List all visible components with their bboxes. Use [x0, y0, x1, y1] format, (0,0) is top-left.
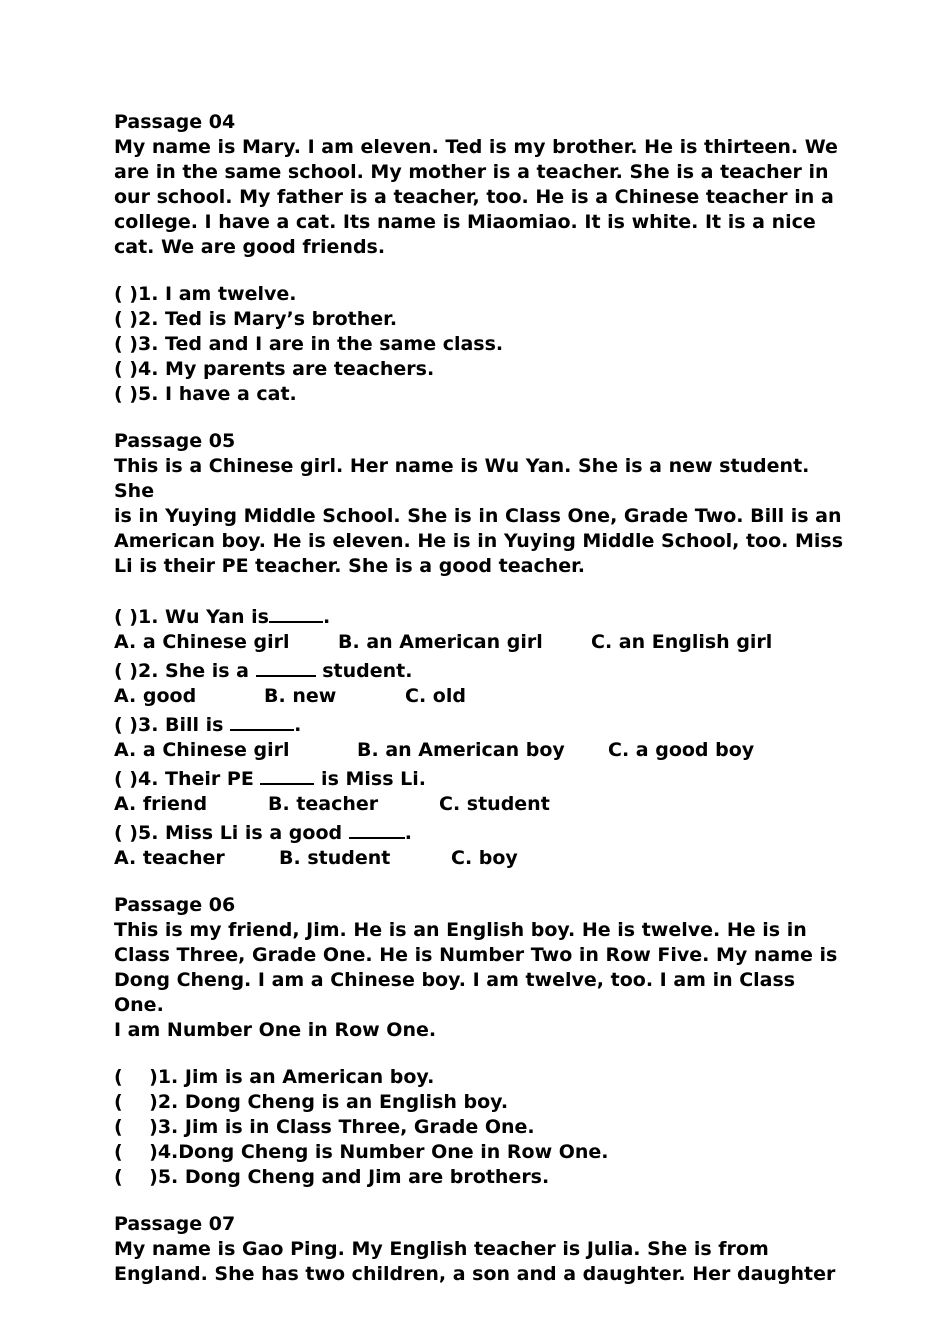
- question-item: ( )5. Dong Cheng and Jim are brothers.: [114, 1166, 550, 1188]
- option-c: C. a good boy: [608, 739, 755, 761]
- question-stem: ( )3. Bill is: [114, 714, 231, 736]
- passage-title: Passage 04: [114, 111, 236, 133]
- passage-title: Passage 07: [114, 1213, 236, 1235]
- options-row: [114, 792, 844, 817]
- answer-blank[interactable]: [269, 601, 323, 623]
- options-row: [114, 738, 844, 763]
- answer-blank[interactable]: [256, 655, 316, 677]
- question-end: .: [404, 822, 412, 844]
- question-item: [114, 817, 844, 846]
- question-item: [114, 655, 844, 684]
- option-c: C. an English girl: [591, 631, 773, 653]
- options-row: [114, 684, 844, 709]
- passage-title: Passage 06: [114, 894, 236, 916]
- answer-blank[interactable]: [260, 763, 314, 785]
- question-end: .: [322, 606, 331, 628]
- question-end: .: [294, 714, 302, 736]
- question-item: ( )3. Jim is in Class Three, Grade One.: [114, 1116, 535, 1138]
- passage-text: My name is Gao Ping. My English teacher is Julia. She is from England. She has two children, a son and a daughter. Her daughter: [114, 1238, 836, 1285]
- passage-text: This is a Chinese girl. Her name is Wu Yan. She is a new student. She is in Yuying Middle School. She is in Class One, Grade Two. Bill is an American boy. He is eleven. He is in Yuying Middle School, too. Miss Li is their PE teacher. She is a good teacher.: [114, 455, 844, 577]
- option-a: A. good: [114, 685, 197, 707]
- options-row: [114, 630, 844, 655]
- passage-text: My name is Mary. I am eleven. Ted is my brother. He is thirteen. We are in the same school. My mother is a teacher. She is a teacher in our school. My father is a teacher, too. He is a Chinese teacher in a college. I have a cat. Its name is Miaomiao. It is white. It is a nice cat. We are good friends.: [114, 136, 838, 258]
- question-stem: ( )5. Miss Li is a good: [114, 822, 349, 844]
- question-stem: ( )1. Wu Yan is: [114, 606, 269, 628]
- passage-06: [114, 893, 844, 1190]
- passage-title: Passage 05: [114, 430, 236, 452]
- question-end: is Miss Li.: [314, 768, 426, 790]
- question-item: ( )4. My parents are teachers.: [114, 358, 435, 380]
- question-item: ( )2. Dong Cheng is an English boy.: [114, 1091, 509, 1113]
- option-c: C. student: [439, 793, 550, 815]
- option-a: A. teacher: [114, 847, 225, 869]
- question-item: ( )2. Ted is Mary’s brother.: [114, 308, 398, 330]
- question-item: [114, 709, 844, 738]
- answer-blank[interactable]: [230, 709, 294, 731]
- option-b: B. student: [279, 847, 391, 869]
- question-end: student.: [315, 660, 413, 682]
- question-item: ( )1. I am twelve.: [114, 283, 297, 305]
- question-item: [114, 763, 844, 792]
- option-b: B. an American boy: [357, 739, 565, 761]
- question-stem: ( )2. She is a: [114, 660, 256, 682]
- option-a: A. a Chinese girl: [114, 739, 290, 761]
- option-a: A. friend: [114, 793, 208, 815]
- question-item: ( )5. I have a cat.: [114, 383, 297, 405]
- passage-text: This is my friend, Jim. He is an English boy. He is twelve. He is in Class Three, Grade One. He is Number Two in Row Five. My name is Dong Cheng. I am a Chinese boy. I am twelve, too. I am in Class One. I am Number One in Row One.: [114, 919, 838, 1041]
- option-b: B. teacher: [268, 793, 379, 815]
- question-item: ( )4.Dong Cheng is Number One in Row One.: [114, 1141, 609, 1163]
- option-c: C. old: [405, 685, 466, 707]
- option-b: B. new: [264, 685, 337, 707]
- question-item: [114, 601, 844, 630]
- options-row: [114, 846, 844, 871]
- passage-05: [114, 429, 844, 871]
- option-a: A. a Chinese girl: [114, 631, 290, 653]
- passage-04: [114, 110, 844, 407]
- answer-blank[interactable]: [349, 817, 405, 839]
- option-b: B. an American girl: [338, 631, 543, 653]
- passage-07: [114, 1212, 844, 1287]
- question-stem: ( )4. Their PE: [114, 768, 261, 790]
- question-item: ( )1. Jim is an American boy.: [114, 1066, 435, 1088]
- option-c: C. boy: [451, 847, 518, 869]
- question-item: ( )3. Ted and I are in the same class.: [114, 333, 504, 355]
- worksheet-page: [114, 110, 844, 1287]
